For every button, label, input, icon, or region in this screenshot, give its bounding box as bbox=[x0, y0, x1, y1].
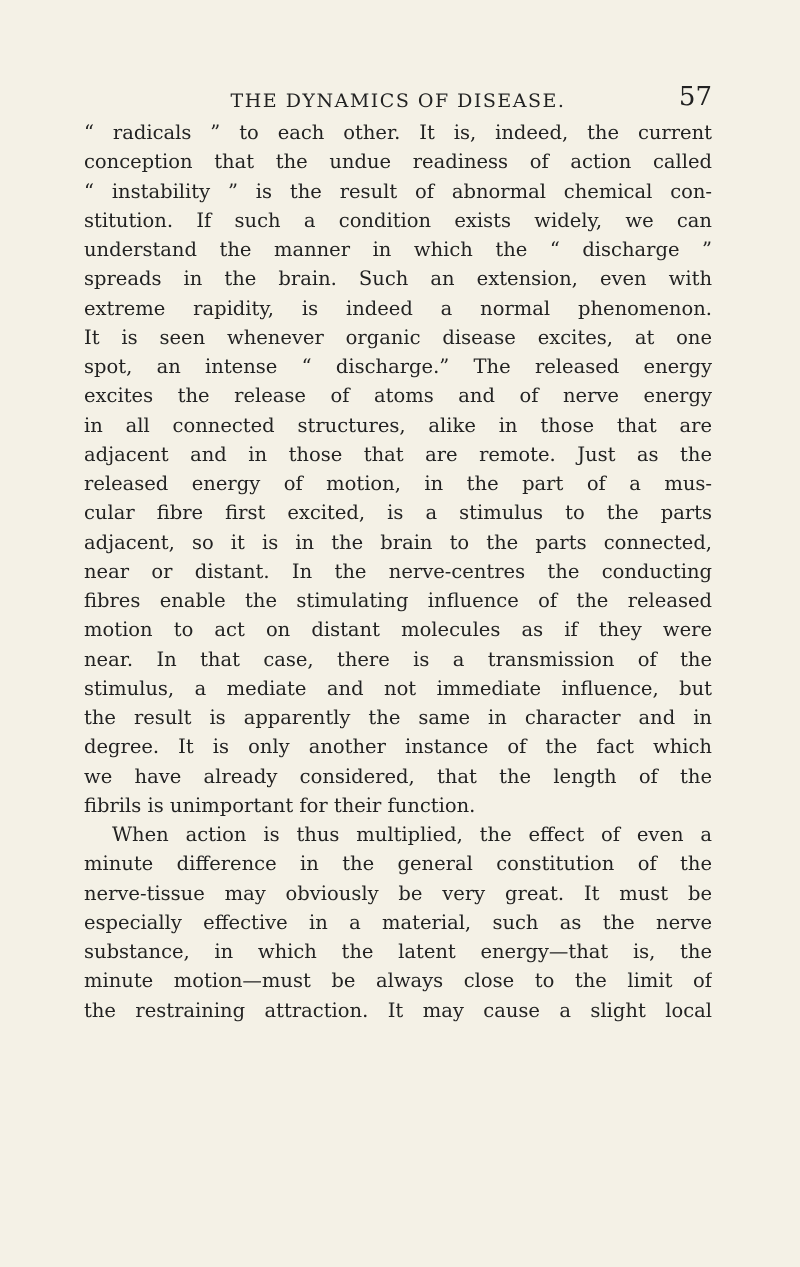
text-line: adjacent and in those that are remote. Just as the bbox=[84, 442, 712, 466]
page-number: 57 bbox=[678, 82, 712, 112]
text-line: extreme rapidity, is indeed a normal phenomenon. bbox=[84, 296, 712, 320]
text-line: “ instability ” is the result of abnormal chemical con- bbox=[84, 179, 712, 203]
text-line: “ radicals ” to each other. It is, indeed, the current bbox=[84, 121, 712, 144]
text-line: understand the manner in which the “ discharge ” bbox=[84, 238, 712, 261]
text-line: the restraining attraction. It may cause a slight local bbox=[84, 998, 712, 1022]
text-line: spot, an intense “ discharge.” The released energy bbox=[84, 355, 712, 378]
text-line: substance, in which the latent energy—that is, the bbox=[84, 940, 712, 963]
text-line: especially effective in a material, such as the nerve bbox=[84, 910, 712, 934]
text-line: When action is thus multiplied, the effect of even a bbox=[112, 823, 712, 846]
text-line: in all connected structures, alike in those that are bbox=[84, 413, 712, 437]
text-line: near. In that case, there is a transmission of the bbox=[84, 647, 712, 671]
text-line: we have already considered, that the length of the bbox=[84, 764, 712, 788]
text-line: fibres enable the stimulating influence of the released bbox=[84, 589, 712, 612]
body-text bbox=[84, 118, 712, 1025]
text-line: minute motion—must be always close to the limit of bbox=[84, 969, 712, 993]
text-line: nerve-tissue may obviously be very great. It must be bbox=[84, 881, 712, 905]
text-line: stimulus, a mediate and not immediate influence, but bbox=[84, 676, 712, 700]
text-line: stitution. If such a condition exists widely, we can bbox=[84, 208, 712, 232]
text-line: motion to act on distant molecules as if they were bbox=[84, 618, 712, 642]
running-title: THE DYNAMICS OF DISEASE. bbox=[230, 90, 566, 112]
text-line: adjacent, so it is in the brain to the parts connected, bbox=[84, 530, 712, 554]
text-line: fibrils is unimportant for their function. bbox=[84, 793, 476, 817]
text-line: near or distant. In the nerve-centres the conducting bbox=[84, 559, 712, 583]
text-line: minute difference in the general constitution of the bbox=[84, 852, 712, 876]
text-line: conception that the undue readiness of action called bbox=[84, 150, 712, 174]
text-line: excites the release of atoms and of nerve energy bbox=[84, 384, 712, 408]
running-head bbox=[84, 82, 712, 116]
text-line: released energy of motion, in the part of a mus- bbox=[84, 472, 712, 495]
text-line: the result is apparently the same in character and in bbox=[84, 706, 712, 729]
text-line: spreads in the brain. Such an extension, even with bbox=[84, 267, 712, 291]
text-line: It is seen whenever organic disease excites, at one bbox=[84, 325, 712, 349]
text-line: degree. It is only another instance of the fact which bbox=[84, 735, 712, 759]
text-line: cular fibre first excited, is a stimulus to the parts bbox=[84, 501, 712, 525]
